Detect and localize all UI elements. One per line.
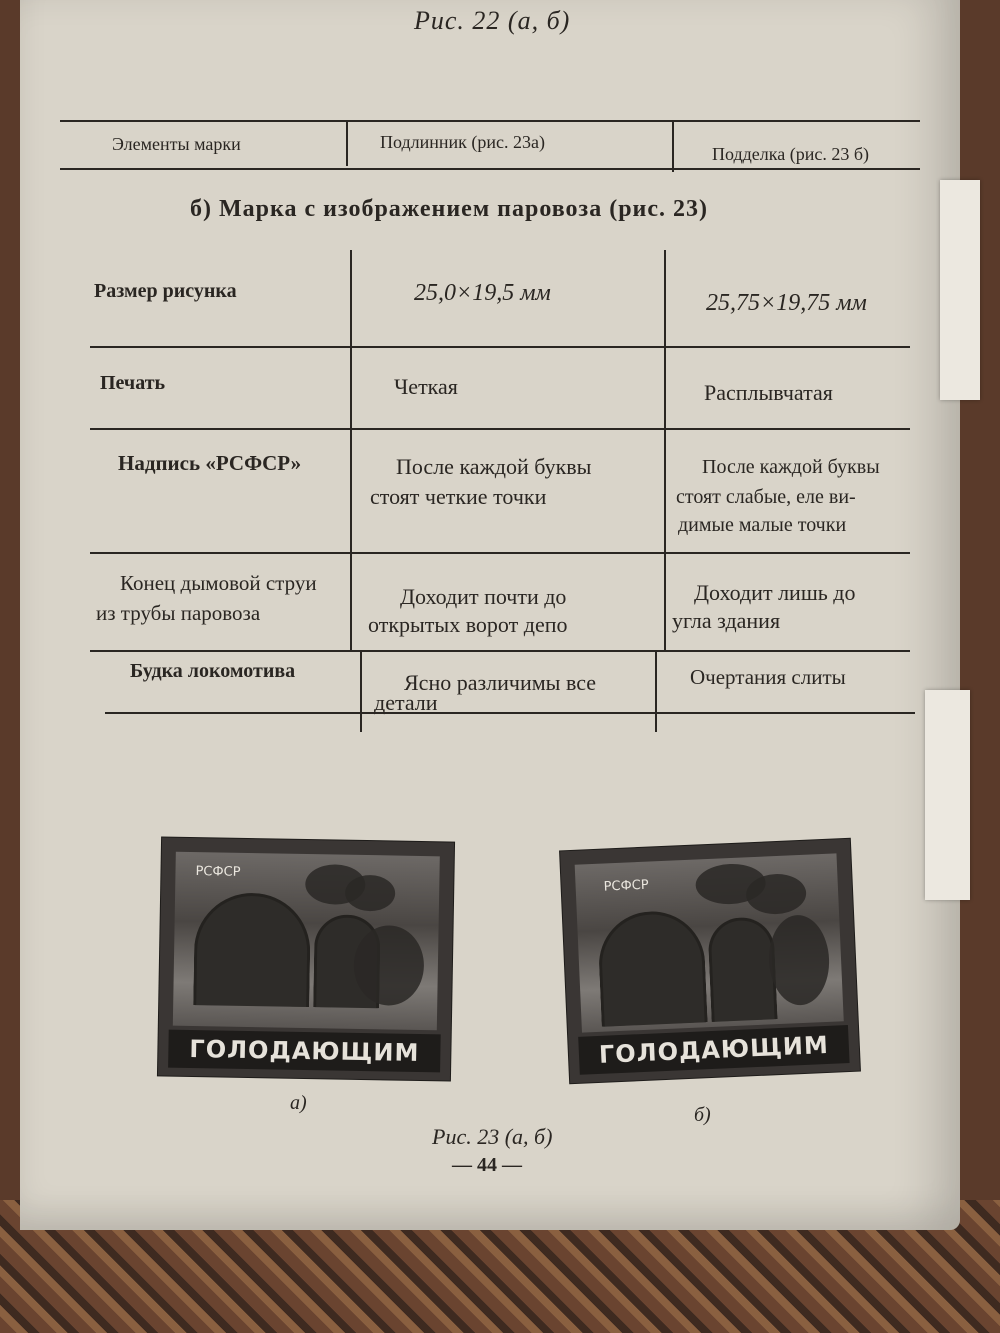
row-separator-2 <box>90 428 910 430</box>
row-cab-fake: Очертания слиты <box>690 665 846 689</box>
row-smoke-fake-line2: угла здания <box>672 608 781 633</box>
stamp-original-image <box>158 837 454 1080</box>
body-divider-2 <box>664 250 666 650</box>
body-divider-1 <box>350 250 352 650</box>
header-bottom-rule <box>60 168 920 170</box>
row-smoke-element-line2: из трубы паровоза <box>96 601 261 625</box>
row-cab-element: Будка локомотива <box>130 660 296 682</box>
header-elements: Элементы марки <box>112 134 241 154</box>
row-smoke-original-line1: Доходит почти до <box>400 584 567 609</box>
row-smoke-fake-line1: Доходит лишь до <box>694 580 856 605</box>
section-title: б) Марка с изображением паровоза (рис. 23) <box>190 196 709 222</box>
page-tab-lower <box>925 690 970 900</box>
row-size-element: Размер рисунка <box>94 280 237 302</box>
previous-figure-caption: Рис. 22 (а, б) <box>414 6 571 35</box>
row-separator-4 <box>90 650 910 652</box>
figure-caption: Рис. 23 (а, б) <box>432 1124 553 1149</box>
stamp-fake-label: б) <box>694 1104 711 1126</box>
row-size-original: 25,0×19,5 мм <box>414 280 551 306</box>
row-size-fake: 25,75×19,75 мм <box>706 290 867 316</box>
row-inscription-element: Надпись «РСФСР» <box>118 451 302 475</box>
page-number: — 44 — <box>452 1154 522 1176</box>
row-inscription-original-line2: стоят четкие точки <box>370 484 547 509</box>
stamp-original-banner: ГОЛОДАЮЩИМ <box>168 1030 441 1073</box>
row-cab-original-line2: детали <box>374 690 438 715</box>
body-divider-2b <box>655 652 657 732</box>
row-separator-3 <box>90 552 910 554</box>
header-fake: Подделка (рис. 23 б) <box>712 144 869 164</box>
row-inscription-fake-line1: После каждой буквы <box>702 456 880 478</box>
row-separator-1 <box>90 346 910 348</box>
row-inscription-fake-line2: стоят слабые, еле ви- <box>676 486 856 508</box>
stamp-fake-banner: ГОЛОДАЮЩИМ <box>578 1025 849 1075</box>
header-original: Подлинник (рис. 23а) <box>380 132 545 152</box>
stamp-original-label: а) <box>290 1092 307 1114</box>
body-divider-1b <box>360 652 362 732</box>
table-top-rule <box>60 120 920 122</box>
row-print-fake: Расплывчатая <box>704 380 833 405</box>
table-bottom-rule <box>105 712 915 714</box>
stamp-fake-image <box>560 839 860 1083</box>
stamp-original-inscription: РСФСР <box>195 864 241 880</box>
header-divider-1 <box>346 122 348 166</box>
page-tab-upper <box>940 180 980 400</box>
stamp-fake-inscription: РСФСР <box>603 877 649 895</box>
row-smoke-element-line1: Конец дымовой струи <box>120 571 317 595</box>
row-cab-original-line1: Ясно различимы все <box>404 670 597 695</box>
row-print-original: Четкая <box>394 374 458 399</box>
row-print-element: Печать <box>100 372 166 394</box>
row-smoke-original-line2: открытых ворот депо <box>368 612 568 637</box>
header-divider-2 <box>672 122 674 172</box>
row-inscription-original-line1: После каждой буквы <box>396 454 592 479</box>
row-inscription-fake-line3: димые малые точки <box>678 514 847 536</box>
